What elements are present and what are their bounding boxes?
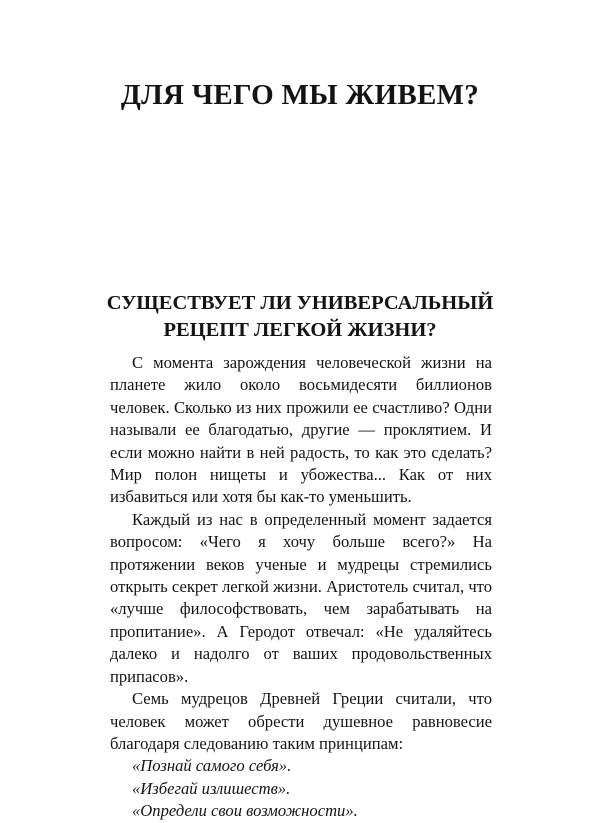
paragraph-2: Каждый из нас в определенный момент задается вопросом: «Чего я хочу больше всего?» На протяжении веков ученые и мудрецы стремились открыть секрет легкой жизни. Аристотель считал, что «лучше философствовать, чем зарабатывать на пропитание». А Геродот отвечал: «Не удаляйтесь далеко и надолго от ваших продовольственных припасов». xyxy=(110,509,492,686)
section-title xyxy=(0,290,600,344)
maxim-1: «Познай самого себя». xyxy=(132,756,292,776)
chapter-title: ДЛЯ ЧЕГО МЫ ЖИВЕМ? xyxy=(120,79,480,111)
maxim-2: «Избегай излишеств». xyxy=(132,778,291,798)
section-title-line-1: СУЩЕСТВУЕТ ЛИ УНИВЕРСАЛЬНЫЙ xyxy=(106,292,494,314)
paragraph-1: С момента зарождения человеческой жизни на планете жило около восьмидесяти биллионов человек. Сколько из них прожили ее счастливо? Одни называли ее благодатью, другие — проклятием. И если можно найти в ней радость, то как это сделать? Мир полон нищеты и убожества... Как от них избавиться или хотя бы как-то уменьшить. xyxy=(110,353,492,507)
paragraph-3: Семь мудрецов Древней Греции считали, что человек может обрести душевное равновесие благодаря следованию таким принципам: xyxy=(110,689,492,753)
maxim-3: «Определи свои возможности». xyxy=(132,801,358,821)
body-text xyxy=(110,352,492,823)
section-title-line-2: РЕЦЕПТ ЛЕГКОЙ ЖИЗНИ? xyxy=(163,319,437,341)
